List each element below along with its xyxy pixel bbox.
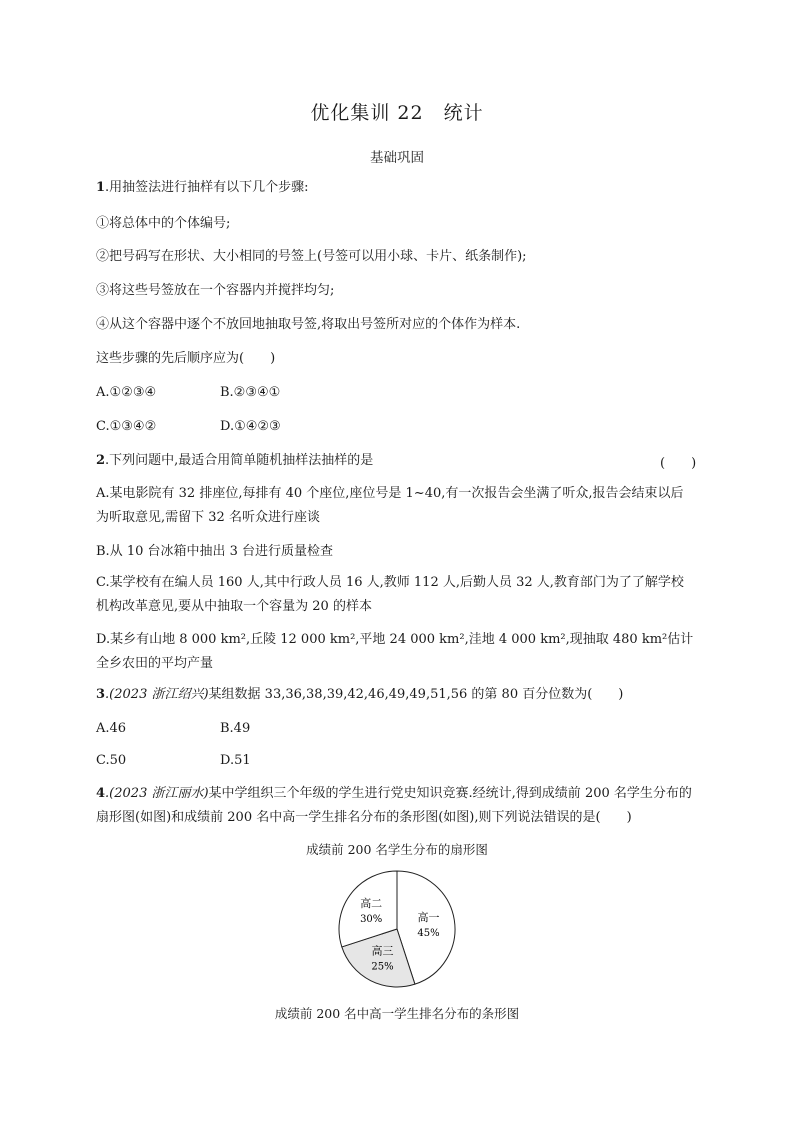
section-heading: 基础巩固	[370, 150, 424, 166]
q1-option-d: D.①④②③	[220, 419, 281, 434]
q1-number: 1	[96, 180, 106, 195]
q1-step-1: ①将总体中的个体编号;	[96, 216, 231, 231]
q2-option-a: A.某电影院有 32 排座位,每排有 40 个座位,座位号是 1~40,有一次报告会坐满了听众,报告会结束以后为听取意见,需留下 32 名听众进行座谈	[96, 486, 684, 525]
q3-option-a: A.46	[96, 721, 127, 736]
pie-slice-label-1: 高三	[371, 944, 394, 958]
q2-option-d: D.某乡有山地 8 000 km²,丘陵 12 000 km²,平地 24 000 km²,洼地 4 000 km²,现抽取 480 km²估计全乡农田的平均产量	[96, 632, 694, 671]
q2-option-c: C.某学校有在编人员 160 人,其中行政人员 16 人,教师 112 人,后勤人员 32 人,教育部门为了了解学校机构改革意见,要从中抽取一个容量为 20 的样本	[96, 575, 684, 614]
q1-option-a: A.①②③④	[96, 385, 157, 400]
pie-slice-value-1: 25%	[371, 961, 394, 973]
pie-slice-label-0: 高一	[417, 911, 440, 925]
q2-number: 2	[96, 453, 106, 468]
q2-stem	[96, 452, 373, 470]
q3-stem	[96, 686, 623, 704]
q1-ask: 这些步骤的先后顺序应为( )	[96, 351, 276, 366]
q3-number: 3	[96, 687, 106, 702]
q1-stem	[96, 179, 309, 197]
bar-chart-title: 成绩前 200 名中高一学生排名分布的条形图	[274, 1006, 520, 1021]
q3-source: .(2023 浙江绍兴)	[105, 687, 209, 702]
q4-stem	[96, 782, 696, 830]
pie-chart	[327, 865, 467, 995]
q2-stem-text: .下列问题中,最适合用简单随机抽样法抽样的是	[105, 453, 374, 468]
q1-stem-text: .用抽签法进行抽样有以下几个步骤:	[105, 180, 309, 195]
q1-option-c: C.①③④②	[96, 419, 157, 434]
q3-stem-text: 某组数据 33,36,38,39,42,46,49,49,51,56 的第 80 百分位数为( )	[208, 687, 624, 702]
pie-slice-label-2: 高二	[360, 897, 383, 911]
page-title: 优化集训 22 统计	[310, 102, 484, 124]
q2-option-b: B.从 10 台冰箱中抽出 3 台进行质量检查	[96, 544, 334, 559]
q4-stem-text: 某中学组织三个年级的学生进行党史知识竞赛.经统计,得到成绩前 200 名学生分布的扇形图(如图)和成绩前 200 名中高一学生排名分布的条形图(如图),则下列说法错误的是( )	[96, 786, 692, 825]
q2-answer-bracket: ( )	[660, 456, 697, 471]
q4-source: .(2023 浙江丽水)	[105, 786, 209, 801]
pie-slice-value-2: 30%	[360, 914, 383, 926]
q3-option-c: C.50	[96, 753, 127, 768]
q1-option-b: B.②③④①	[220, 385, 281, 400]
q3-option-b: B.49	[220, 721, 251, 736]
q1-step-3: ③将这些号签放在一个容器内并搅拌均匀;	[96, 283, 335, 298]
pie-slice-value-0: 45%	[417, 928, 440, 940]
q3-option-d: D.51	[220, 753, 251, 768]
q4-number: 4	[96, 786, 106, 801]
q1-step-4: ④从这个容器中逐个不放回地抽取号签,将取出号签所对应的个体作为样本.	[96, 317, 521, 332]
pie-chart-title: 成绩前 200 名学生分布的扇形图	[306, 842, 488, 857]
q1-step-2: ②把号码写在形状、大小相同的号签上(号签可以用小球、卡片、纸条制作);	[96, 249, 527, 264]
